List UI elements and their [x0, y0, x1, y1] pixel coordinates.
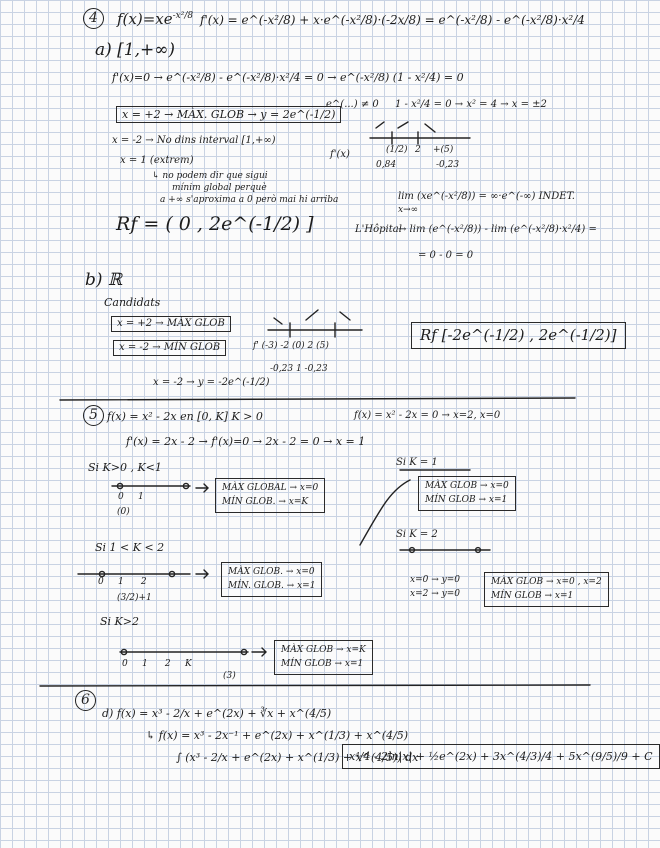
range-part-b-box: Rf [-2e^(-1/2) , 2e^(-1/2)]	[411, 322, 626, 349]
sign-chart-label: f'(x)	[330, 149, 350, 160]
solve-quadratic: 1 - x²/4 = 0 → x² = 4 → x = ±2	[395, 99, 547, 110]
sign-chart-val-2: 2	[415, 145, 421, 155]
part-a-equation: f'(x)=0 → e^(-x²/8) - e^(-x²/8)·x²/4 = 0 → e^(-x²/8) (1 - x²/4) = 0	[112, 71, 464, 84]
part-a-heading: a) [1,+∞)	[95, 40, 176, 60]
problem-5-roots: f(x) = x² - 2x = 0 → x=2, x=0	[354, 410, 501, 421]
exponential-nonzero: e^(...) ≠ 0	[326, 99, 379, 110]
case-2-arrow	[196, 570, 208, 578]
note-line-2: mínim global perquè	[172, 183, 267, 193]
problem-5-derivative: f'(x) = 2x - 2 → f'(x)=0 → 2x - 2 = 0 → x = 1	[126, 435, 366, 448]
case-2-box: MÀX GLOB. → x=0 MÍN. GLOB. → x=1	[221, 562, 322, 597]
problem-5-statement: f(x) = x² - 2x en [0, K] K > 0	[107, 410, 263, 423]
limit-line: lim (xe^(-x²/8)) = ∞·e^(-∞) INDET.	[398, 191, 575, 202]
case-3-heading: Si K>2	[100, 615, 139, 628]
case-1-arrow	[196, 484, 208, 492]
sign-chart-arrows	[376, 122, 435, 132]
part-d-integral: ∫ (x³ - 2/x + e^(2x) + x^(1/3) + x^(4/5)) dx	[176, 751, 419, 764]
sign-chart-val-3b: -0,23	[436, 160, 460, 170]
range-part-a: Rf = ( 0 , 2e^(-1/2) ]	[116, 213, 314, 235]
case-2-val: (3/2)+1	[117, 593, 152, 603]
not-in-interval: x = -2 → No dins interval [1,+∞)	[112, 135, 276, 146]
part-d-result-box: x⁴/4 - 2ln|x| + ½e^(2x) + 3x^(4/3)/4 + 5x^(9/5)/9 + C	[342, 744, 660, 769]
problem-4-derivative: f'(x) = e^(-x²/8) + x·e^(-x²/8)·(-2x/8) = e^(-x²/8) - e^(-x²/8)·x²/4	[200, 13, 585, 27]
sign-chart-b-vals: -0,23 1 -0,23	[270, 364, 328, 374]
divider-line	[60, 398, 575, 400]
candidate-min-box: x = -2 → MÍN GLOB	[113, 340, 226, 356]
hopital-result: = 0 - 0 = 0	[418, 250, 474, 261]
candidate-max-box: x = +2 → MÀX GLOB	[111, 316, 231, 332]
case-k2-heading: Si K = 2	[396, 529, 438, 540]
sign-chart-b-top: f' (-3) -2 (0) 2 (5)	[253, 341, 329, 351]
function-base: f(x)=xe	[117, 10, 173, 28]
candidates-label: Candidats	[104, 296, 161, 309]
part-b-final: x = -2 → y = -2e^(-1/2)	[153, 377, 270, 388]
hopital-line: → lim (e^(-x²/8)) - lim (e^(-x²/8)·x²/4) =	[398, 224, 597, 235]
sign-chart-b-arrows	[274, 310, 350, 324]
sign-chart-val-1: (1/2)	[386, 145, 408, 155]
problem-6-number: 6	[75, 690, 96, 711]
function-exponent: -x²/8	[172, 11, 194, 21]
case-3-box: MÀX GLOB → x=K MÍN GLOB → x=1	[274, 640, 373, 675]
part-b-heading: b) ℝ	[85, 270, 123, 290]
case-k2-eval: x=0 → y=0 x=2 → y=0	[410, 575, 460, 599]
case-3-axis: 0 1 2 K	[122, 659, 192, 669]
case-2-heading: Si 1 < K < 2	[95, 541, 165, 554]
case-k2-box: MÀX GLOB → x=0 , x=2 MÍN GLOB → x=1	[484, 572, 609, 607]
limit-subscript: x→∞	[398, 205, 419, 215]
case-1-val: (0)	[117, 507, 130, 517]
case-k1-heading: Si K = 1	[396, 457, 438, 468]
case-k1-link	[360, 480, 410, 545]
case-1-box: MÀX GLOBAL → x=0 MÍN GLOB. → x=K	[215, 478, 325, 513]
case-1-heading: Si K>0 , K<1	[88, 461, 162, 474]
part-d-rewrite: ↳ f(x) = x³ - 2x⁻¹ + e^(2x) + x^(1/3) + x^(4/5)	[146, 729, 409, 742]
case-3-arrow	[252, 648, 266, 656]
case-1-axis: 0 1	[118, 492, 144, 502]
sign-chart-val-1b: 0,84	[376, 160, 397, 170]
case-k1-box: MÀX GLOB → x=0 MÍN GLOB → x=1	[418, 476, 516, 511]
max-global-box: x = +2 → MÀX. GLOB → y = 2e^(-1/2)	[116, 106, 341, 123]
extremal-point: x = 1 (extrem)	[120, 155, 194, 166]
problem-5-number: 5	[83, 405, 104, 426]
sign-chart-val-3: +(5)	[433, 145, 454, 155]
divider-line	[40, 685, 590, 686]
hopital-label: L'Hôpital	[355, 224, 402, 235]
case-2-axis: 0 1 2	[98, 577, 147, 587]
part-d-function: d) f(x) = x³ - 2/x + e^(2x) + ∛x + x^(4/5)	[102, 707, 332, 720]
note-line-3: a +∞ s'aproxima a 0 però mai hi arriba	[160, 195, 339, 205]
note-line-1: ↳ no podem dir que sigui	[152, 171, 268, 181]
problem-4-number: 4	[83, 8, 104, 29]
case-3-val: (3)	[223, 671, 236, 681]
